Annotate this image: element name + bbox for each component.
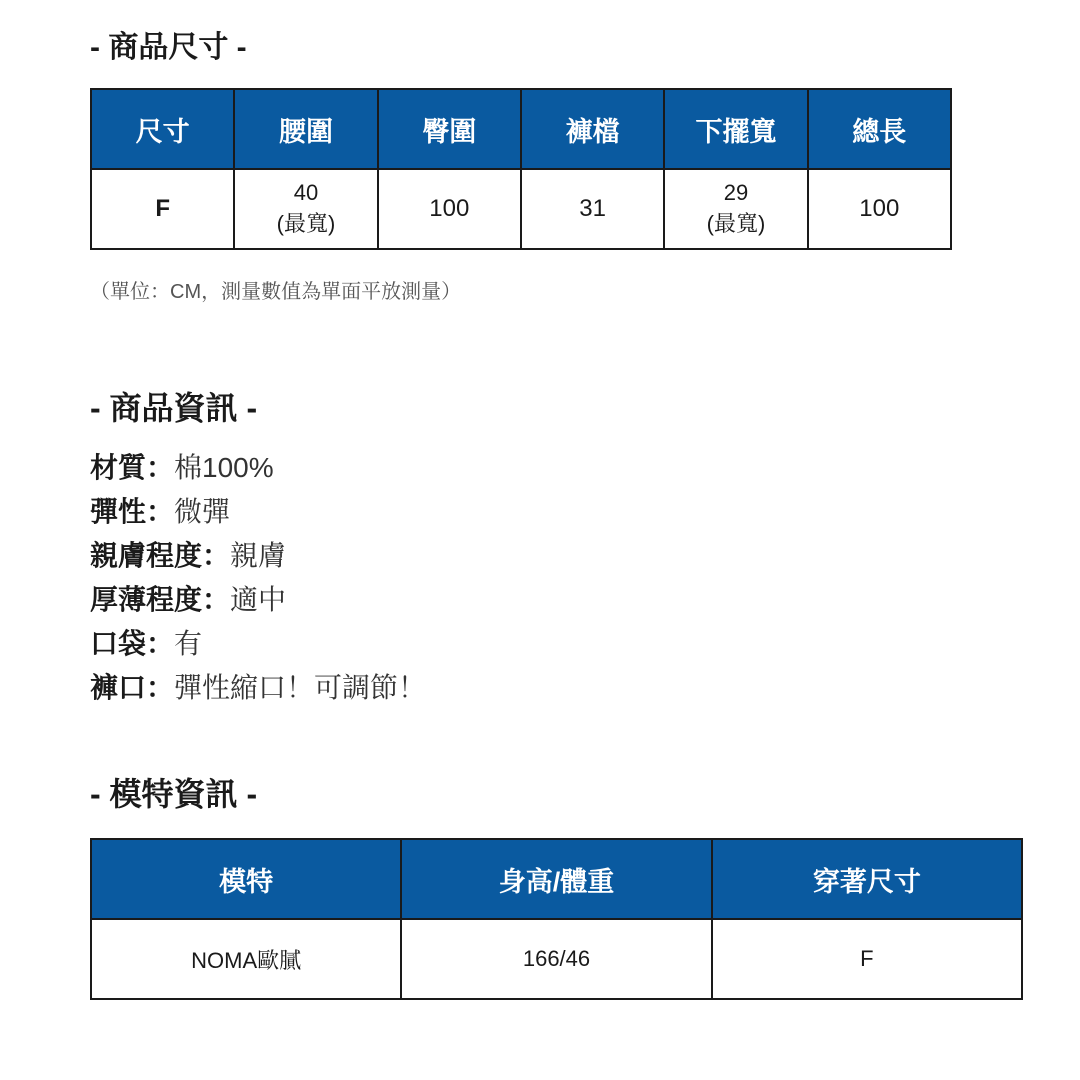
size-table (90, 88, 952, 250)
cell-hem (664, 169, 807, 249)
cell-size: F (91, 169, 234, 249)
header-height-weight: 身高/體重 (401, 839, 711, 919)
waist-note: (最寬) (276, 211, 336, 236)
list-item (90, 534, 426, 578)
header-hem: 下擺寬 (664, 89, 807, 169)
info-value: 適中 (230, 584, 287, 615)
info-separator: ： (146, 496, 175, 527)
info-label: 材質 (90, 452, 147, 483)
info-separator: ： (146, 672, 175, 703)
info-label: 口袋 (90, 628, 147, 659)
header-size: 尺寸 (91, 89, 234, 169)
info-separator: ： (146, 628, 175, 659)
model-table (90, 838, 1023, 1000)
info-value: 微彈 (174, 496, 231, 527)
header-rise: 褲檔 (521, 89, 664, 169)
info-separator: ： (202, 584, 231, 615)
list-item (90, 666, 426, 710)
list-item (90, 622, 426, 666)
size-table-header-row (91, 89, 951, 169)
info-value: 親膚 (230, 540, 287, 571)
info-section-title: - 商品資訊 - (90, 390, 258, 426)
hem-value: 29 (723, 180, 749, 206)
table-row (91, 919, 1022, 999)
header-waist: 腰圍 (234, 89, 377, 169)
hem-note: (最寬) (706, 211, 766, 236)
header-length: 總長 (808, 89, 951, 169)
list-item (90, 578, 426, 622)
table-row (91, 169, 951, 249)
waist-value: 40 (293, 180, 319, 206)
info-separator: ： (146, 452, 175, 483)
info-label: 親膚程度 (90, 540, 203, 571)
cell-model-name: NOMA歐膩 (91, 919, 401, 999)
header-hip: 臀圍 (378, 89, 521, 169)
cell-hip: 100 (378, 169, 521, 249)
model-table-header-row (91, 839, 1022, 919)
header-model: 模特 (91, 839, 401, 919)
cell-waist (234, 169, 377, 249)
info-separator: ： (202, 540, 231, 571)
info-label: 褲口 (90, 672, 147, 703)
list-item (90, 446, 426, 490)
info-value: 棉100% (174, 452, 274, 483)
cell-length: 100 (808, 169, 951, 249)
model-section-title: - 模特資訊 - (90, 776, 258, 812)
info-value: 有 (174, 628, 203, 659)
cell-rise: 31 (521, 169, 664, 249)
cell-worn-size: F (712, 919, 1022, 999)
info-label: 彈性 (90, 496, 147, 527)
header-worn-size: 穿著尺寸 (712, 839, 1022, 919)
info-label: 厚薄程度 (90, 584, 203, 615)
cell-height-weight: 166/46 (401, 919, 711, 999)
list-item (90, 490, 426, 534)
size-section-title: - 商品尺寸 - (90, 31, 247, 64)
size-unit-note: （單位：CM，測量數值為單面平放測量） (90, 281, 462, 303)
info-value: 彈性縮口！可調節！ (174, 672, 427, 703)
product-info-list (90, 446, 426, 710)
